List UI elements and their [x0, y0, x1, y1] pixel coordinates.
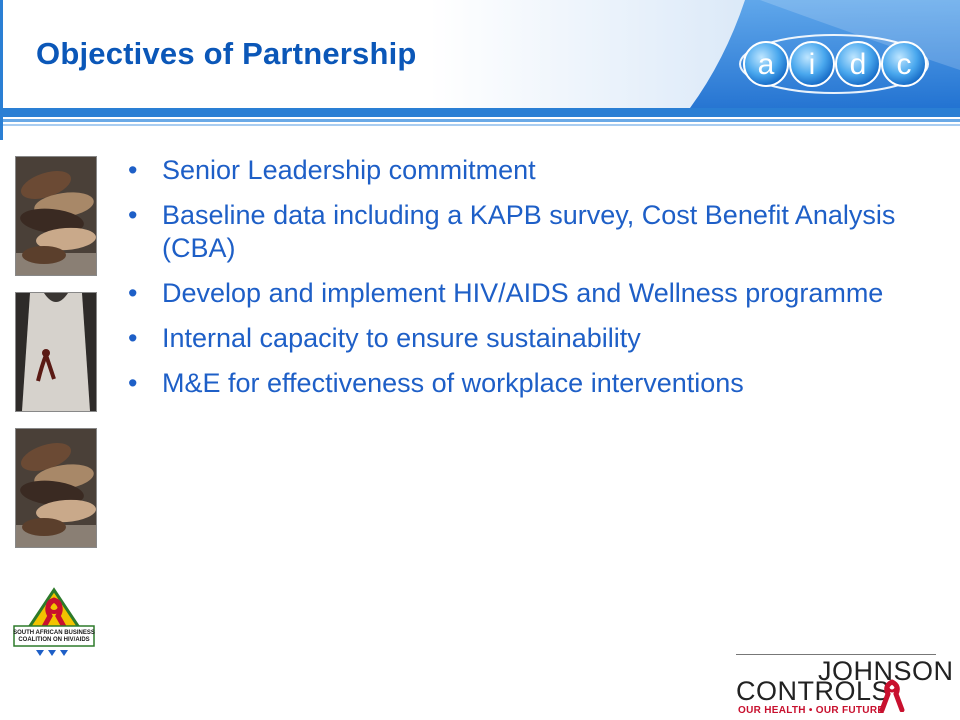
sabcoha-logo: [10, 586, 98, 660]
jc-wordmark-johnson: JOHNSON: [818, 656, 954, 686]
list-item: [128, 154, 928, 187]
jc-wordmark-controls: CONTROLS: [736, 676, 891, 706]
johnson-controls-logo: [736, 654, 954, 718]
aidc-letter: i: [808, 48, 816, 81]
bullet-text: Baseline data including a KAPB survey, Cost Benefit Analysis (CBA): [162, 200, 896, 263]
bullet-glyph: •: [128, 200, 138, 230]
objectives-list: [128, 154, 928, 412]
list-item: [128, 322, 928, 355]
jc-tagline: OUR HEALTH • OUR FUTURE: [738, 705, 885, 716]
sabcoha-name: SOUTH AFRICAN BUSINESS COALITION ON HIV/AIDS: [13, 630, 95, 643]
bullet-glyph: •: [128, 278, 138, 308]
aidc-letter: c: [896, 48, 912, 81]
aidc-letter: a: [757, 48, 775, 81]
bullet-text: Develop and implement HIV/AIDS and Wellness programme: [162, 278, 884, 308]
bullet-glyph: •: [128, 323, 138, 353]
slide-title: Objectives of Partnership: [36, 36, 417, 71]
list-item: [128, 277, 928, 310]
bullet-text: M&E for effectiveness of workplace interventions: [162, 368, 744, 398]
bullet-text: Senior Leadership commitment: [162, 155, 536, 185]
divider: [736, 654, 936, 655]
list-item: [128, 367, 928, 400]
photo-hands-bottom: [15, 428, 97, 548]
photo-hands-top: [15, 156, 97, 276]
bullet-text: Internal capacity to ensure sustainability: [162, 323, 641, 353]
bullet-glyph: •: [128, 155, 138, 185]
list-item: [128, 199, 928, 265]
bullet-glyph: •: [128, 368, 138, 398]
aidc-logo: [738, 30, 930, 98]
aidc-letter: d: [849, 48, 867, 81]
photo-ribbon-shirt: [15, 292, 97, 412]
